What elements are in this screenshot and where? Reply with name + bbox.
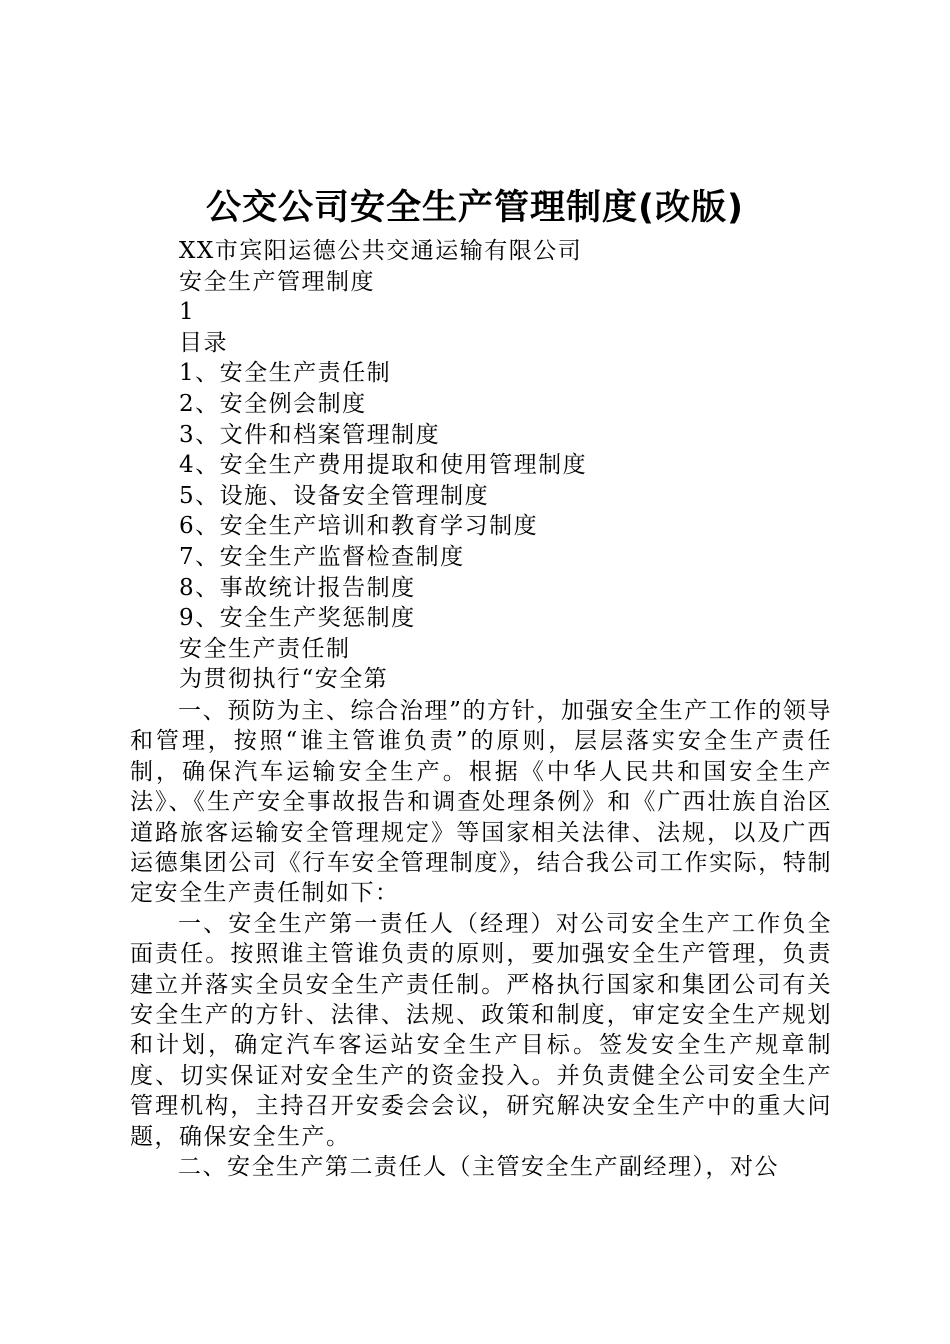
toc-item: 9、安全生产奖惩制度 bbox=[179, 605, 416, 632]
document-title: 公交公司安全生产管理制度(改版) bbox=[206, 188, 744, 228]
body-text bbox=[130, 696, 832, 1183]
table-of-contents bbox=[179, 358, 839, 633]
toc-item: 2、安全例会制度 bbox=[179, 390, 367, 417]
toc-item: 6、安全生产培训和教育学习制度 bbox=[179, 513, 539, 540]
company-name: XX市宾阳运德公共交通运输有限公司 bbox=[179, 238, 583, 264]
toc-heading: 目录 bbox=[179, 329, 228, 356]
toc-item: 3、文件和档案管理制度 bbox=[179, 421, 441, 448]
toc-item: 5、设施、设备安全管理制度 bbox=[179, 482, 490, 509]
toc-item: 4、安全生产费用提取和使用管理制度 bbox=[179, 452, 588, 479]
header-block bbox=[179, 236, 839, 695]
page-number: 1 bbox=[179, 299, 196, 326]
toc-item: 8、事故统计报告制度 bbox=[179, 574, 416, 601]
toc-item: 7、安全生产监督检查制度 bbox=[179, 543, 465, 570]
paragraph: 一、安全生产第一责任人（经理）对公司安全生产工作负全面责任。按照谁主管谁负责的原则，要加强安全生产管理，负责建立并落实全员安全生产责任制。严格执行国家和集团公司有关安全生产的方针、法律、法规、政策和制度，审定安全生产规划和计划，确定汽车客运站安全生产目标。签发安全生产规章制度、切实保证对安全生产的资金投入。并负责健全公司安全生产管理机构，主持召开安委会会议，研究解决安全生产中的重大问题，确保安全生产。 bbox=[130, 910, 832, 1150]
section-heading: 安全生产责任制 bbox=[179, 635, 351, 662]
toc-item: 1、安全生产责任制 bbox=[179, 360, 392, 387]
paragraph: 一、预防为主、综合治理”的方针，加强安全生产工作的领导和管理，按照“谁主管谁负责”的原则，层层落实安全生产责任制，确保汽车运输安全生产。根据《中华人民共和国安全生产法》、《生产安全事故报告和调查处理条例》和《广西壮族自治区道路旅客运输安全管理规定》等国家相关法律、法规，以及广西运德集团公司《行车安全管理制度》，结合我公司工作实际，特制定安全生产责任制如下： bbox=[130, 698, 832, 907]
document-subtitle: 安全生产管理制度 bbox=[179, 268, 375, 295]
intro-line: 为贯彻执行“安全第 bbox=[179, 666, 389, 693]
paragraph: 二、安全生产第二责任人（主管安全生产副经理），对公 bbox=[178, 1154, 779, 1181]
